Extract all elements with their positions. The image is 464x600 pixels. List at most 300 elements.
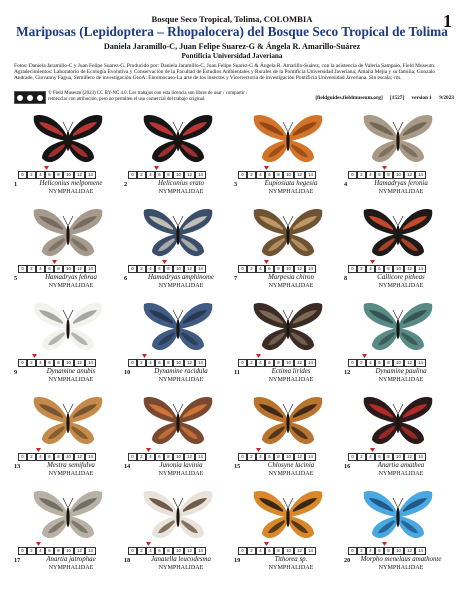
- species-name: Ectima lirides: [271, 368, 311, 375]
- species-name: Callicore pitheas: [377, 274, 425, 281]
- scale-tick-label: 12: [294, 359, 305, 367]
- scale-tick-label: 12: [74, 453, 85, 461]
- scale-tick-label: 2: [137, 453, 146, 461]
- scale-bar: [128, 453, 206, 461]
- scale-tick-label: 8: [164, 547, 173, 555]
- specimen-card: [14, 110, 122, 210]
- scale-bar: [348, 359, 426, 367]
- scale-tick-label: 14: [305, 265, 316, 273]
- scale-tick-label: 6: [45, 547, 54, 555]
- scale-tick-label: 8: [274, 453, 283, 461]
- scale-tick-label: 8: [384, 547, 393, 555]
- specimen-number: 5: [14, 275, 18, 282]
- scale-tick-label: 4: [256, 453, 265, 461]
- scale-tick-label: 0: [348, 359, 357, 367]
- butterfly-brown-striped-icon: [250, 204, 326, 262]
- scale-tick-label: 12: [404, 359, 415, 367]
- scale-tick-label: 4: [366, 359, 375, 367]
- butterfly-black-red-icon: [360, 392, 436, 450]
- specimen-card: [14, 298, 122, 398]
- butterfly-pale-gray-icon: [30, 486, 106, 544]
- page-number: 1: [443, 11, 452, 31]
- scale-tick-label: 0: [238, 453, 247, 461]
- scale-marker-icon: [256, 354, 261, 358]
- main-title: Mariposas (Lepidoptera – Rhopalocera) del Bosque Seco Tropical de Tolima: [16, 24, 448, 39]
- scale-tick-label: 10: [393, 359, 404, 367]
- scale-tick-label: 8: [54, 265, 63, 273]
- specimen-card: [124, 392, 232, 492]
- scale-tick-label: 12: [74, 547, 85, 555]
- location-title: Bosque Seco Tropical, Tolima, COLOMBIA: [151, 14, 313, 24]
- scale-tick-label: 6: [45, 171, 54, 179]
- scale-tick-label: 4: [146, 359, 155, 367]
- specimen-card: [344, 486, 452, 586]
- specimen-card: [234, 204, 342, 304]
- scale-marker-icon: [146, 542, 151, 546]
- scale-tick-label: 10: [63, 171, 74, 179]
- scale-tick-label: 10: [393, 547, 404, 555]
- scale-tick-label: 14: [195, 547, 206, 555]
- scale-tick-label: 6: [45, 453, 54, 461]
- family-name: NYMPHALIDAE: [378, 189, 424, 195]
- scale-tick-label: 8: [384, 171, 393, 179]
- butterfly-green-blue-icon: [360, 298, 436, 356]
- scale-tick-label: 6: [265, 453, 274, 461]
- scale-bar: [18, 453, 96, 461]
- species-name: Janatella leucodesma: [151, 556, 211, 563]
- scale-tick-label: 12: [184, 359, 195, 367]
- scale-tick-label: 2: [247, 171, 256, 179]
- scale-tick-label: 2: [137, 171, 146, 179]
- guide-meta: [309, 95, 454, 101]
- specimen-number: 4: [344, 181, 348, 188]
- scale-tick-label: 8: [54, 359, 63, 367]
- scale-tick-label: 12: [184, 453, 195, 461]
- scale-tick-label: 10: [173, 359, 184, 367]
- scale-bar: [128, 265, 206, 273]
- specimen-card: [234, 486, 342, 586]
- scale-tick-label: 0: [238, 359, 247, 367]
- butterfly-mottled-blue-icon: [140, 204, 216, 262]
- scale-tick-label: 12: [404, 265, 415, 273]
- scale-marker-icon: [370, 448, 375, 452]
- guide-date: 9/2023: [439, 95, 454, 101]
- scale-tick-label: 10: [283, 453, 294, 461]
- scale-tick-label: 14: [195, 453, 206, 461]
- butterfly-black-red-band-icon: [30, 110, 106, 168]
- butterfly-blue-dark-icon: [140, 298, 216, 356]
- scale-tick-label: 4: [146, 453, 155, 461]
- scale-tick-label: 4: [36, 453, 45, 461]
- scale-tick-label: 8: [164, 265, 173, 273]
- scale-bar: [128, 547, 206, 555]
- specimen-number: 8: [344, 275, 348, 282]
- authors: Daniela Jaramillo-C, Juan Felipe Suarez-G & Ángela R. Amarillo-Suárez: [103, 42, 361, 51]
- scale-tick-label: 2: [27, 265, 36, 273]
- scale-tick-label: 4: [366, 453, 375, 461]
- species-name: Anartia amathea: [377, 462, 425, 469]
- scale-bar: [128, 359, 206, 367]
- scale-tick-label: 0: [238, 265, 247, 273]
- species-name: Heliconius melpomene: [39, 180, 103, 187]
- scale-tick-label: 8: [54, 171, 63, 179]
- scale-tick-label: 8: [274, 359, 283, 367]
- family-name: NYMPHALIDAE: [48, 283, 94, 289]
- scale-tick-label: 0: [18, 453, 27, 461]
- scale-tick-label: 2: [27, 359, 36, 367]
- scale-tick-label: 14: [305, 453, 316, 461]
- scale-tick-label: 14: [85, 265, 96, 273]
- scale-bar: [238, 265, 316, 273]
- scale-tick-label: 4: [256, 547, 265, 555]
- specimen-number: 6: [124, 275, 128, 282]
- specimen-number: 15: [234, 463, 241, 470]
- species-name: Marpesia chiron: [268, 274, 314, 281]
- butterfly-mottled-gray-icon: [30, 204, 106, 262]
- scale-tick-label: 2: [247, 453, 256, 461]
- specimen-card: [124, 298, 232, 398]
- butterfly-orange-black-icon: [250, 392, 326, 450]
- species-name: Hamadryas feronia: [374, 180, 428, 187]
- scale-bar: [238, 453, 316, 461]
- scale-tick-label: 12: [184, 171, 195, 179]
- specimen-card: [124, 486, 232, 586]
- scale-bar: [348, 547, 426, 555]
- scale-bar: [348, 171, 426, 179]
- butterfly-dark-brown-icon: [250, 298, 326, 356]
- species-name: Heliconius erato: [157, 180, 205, 187]
- specimen-number: 9: [14, 369, 18, 376]
- scale-marker-icon: [32, 354, 37, 358]
- scale-marker-icon: [44, 166, 49, 170]
- scale-tick-label: 8: [274, 171, 283, 179]
- scale-marker-icon: [52, 260, 57, 264]
- scale-bar: [18, 359, 96, 367]
- scale-marker-icon: [264, 166, 269, 170]
- specimen-number: 17: [14, 557, 21, 564]
- scale-tick-label: 0: [128, 453, 137, 461]
- scale-tick-label: 6: [375, 547, 384, 555]
- specimen-number: 10: [124, 369, 131, 376]
- family-name: NYMPHALIDAE: [378, 565, 424, 571]
- scale-bar: [348, 453, 426, 461]
- species-name: Chlosyne lacinia: [267, 462, 315, 469]
- specimen-number: 13: [14, 463, 21, 470]
- scale-tick-label: 10: [393, 265, 404, 273]
- scale-bar: [238, 547, 316, 555]
- scale-tick-label: 2: [357, 265, 366, 273]
- scale-marker-icon: [256, 448, 261, 452]
- guide-version: version 1: [411, 95, 432, 101]
- scale-tick-label: 6: [45, 359, 54, 367]
- scale-tick-label: 10: [283, 547, 294, 555]
- scale-bar: [18, 547, 96, 555]
- scale-marker-icon: [36, 448, 41, 452]
- scale-tick-label: 0: [238, 547, 247, 555]
- butterfly-brown-eyespots-icon: [140, 392, 216, 450]
- specimen-card: [344, 204, 452, 304]
- scale-marker-icon: [362, 354, 367, 358]
- specimen-card: [234, 298, 342, 398]
- family-name: NYMPHALIDAE: [268, 189, 314, 195]
- species-name: Mestra semifulva: [47, 462, 95, 469]
- specimen-card: [14, 392, 122, 492]
- license-row: [14, 91, 454, 109]
- family-name: NYMPHALIDAE: [158, 565, 204, 571]
- scale-tick-label: 8: [164, 171, 173, 179]
- scale-tick-label: 14: [415, 453, 426, 461]
- scale-marker-icon: [382, 542, 387, 546]
- family-name: NYMPHALIDAE: [158, 377, 204, 383]
- family-name: NYMPHALIDAE: [48, 565, 94, 571]
- butterfly-orange-brown-icon: [30, 392, 106, 450]
- scale-tick-label: 6: [265, 359, 274, 367]
- scale-tick-label: 12: [74, 171, 85, 179]
- scale-tick-label: 10: [63, 547, 74, 555]
- butterfly-white-brown-icon: [140, 486, 216, 544]
- scale-tick-label: 10: [283, 171, 294, 179]
- scale-tick-label: 4: [256, 359, 265, 367]
- specimen-number: 18: [124, 557, 131, 564]
- scale-marker-icon: [154, 166, 159, 170]
- scale-tick-label: 0: [238, 171, 247, 179]
- scale-tick-label: 0: [128, 359, 137, 367]
- scale-tick-label: 12: [184, 547, 195, 555]
- scale-tick-label: 2: [27, 453, 36, 461]
- scale-tick-label: 0: [128, 171, 137, 179]
- scale-tick-label: 0: [18, 359, 27, 367]
- university: Pontificia Universidad Javeriana: [181, 52, 283, 60]
- scale-tick-label: 14: [415, 265, 426, 273]
- scale-tick-label: 12: [294, 171, 305, 179]
- specimen-number: 12: [344, 369, 351, 376]
- scale-tick-label: 10: [63, 265, 74, 273]
- scale-tick-label: 14: [85, 547, 96, 555]
- butterfly-iridescent-blue-icon: [360, 486, 436, 544]
- scale-tick-label: 6: [375, 265, 384, 273]
- scale-tick-label: 2: [357, 453, 366, 461]
- scale-tick-label: 14: [85, 359, 96, 367]
- scale-tick-label: 2: [247, 547, 256, 555]
- scale-tick-label: 14: [195, 171, 206, 179]
- family-name: NYMPHALIDAE: [268, 565, 314, 571]
- specimen-number: 14: [124, 463, 131, 470]
- scale-tick-label: 2: [137, 547, 146, 555]
- scale-tick-label: 6: [155, 547, 164, 555]
- scale-marker-icon: [142, 354, 147, 358]
- family-name: NYMPHALIDAE: [158, 283, 204, 289]
- species-name: Anartia jatrophae: [46, 556, 96, 563]
- family-name: NYMPHALIDAE: [378, 471, 424, 477]
- scale-tick-label: 12: [74, 265, 85, 273]
- scale-tick-label: 12: [404, 453, 415, 461]
- scale-tick-label: 14: [415, 171, 426, 179]
- scale-tick-label: 4: [256, 265, 265, 273]
- family-name: NYMPHALIDAE: [268, 283, 314, 289]
- cc-license-icon: [14, 91, 46, 104]
- scale-tick-label: 6: [375, 453, 384, 461]
- scale-tick-label: 2: [357, 547, 366, 555]
- scale-tick-label: 4: [366, 171, 375, 179]
- scale-tick-label: 4: [146, 547, 155, 555]
- scale-tick-label: 10: [283, 265, 294, 273]
- scale-tick-label: 0: [348, 171, 357, 179]
- scale-tick-label: 2: [27, 171, 36, 179]
- scale-bar: [18, 171, 96, 179]
- specimen-card: [234, 392, 342, 492]
- scale-tick-label: 8: [54, 547, 63, 555]
- family-name: NYMPHALIDAE: [48, 471, 94, 477]
- specimen-card: [344, 392, 452, 492]
- scale-tick-label: 0: [128, 547, 137, 555]
- scale-marker-icon: [146, 448, 151, 452]
- specimen-card: [14, 486, 122, 586]
- scale-tick-label: 0: [348, 265, 357, 273]
- scale-tick-label: 4: [36, 547, 45, 555]
- species-name: Dynamine paulina: [375, 368, 427, 375]
- scale-marker-icon: [370, 260, 375, 264]
- scale-tick-label: 10: [393, 171, 404, 179]
- scale-tick-label: 14: [195, 359, 206, 367]
- scale-tick-label: 0: [18, 547, 27, 555]
- scale-tick-label: 6: [375, 359, 384, 367]
- butterfly-orange-black-tiger-icon: [250, 486, 326, 544]
- scale-tick-label: 2: [137, 265, 146, 273]
- scale-tick-label: 4: [366, 547, 375, 555]
- butterfly-mottled-gray-icon: [360, 110, 436, 168]
- scale-tick-label: 2: [137, 359, 146, 367]
- family-name: NYMPHALIDAE: [268, 471, 314, 477]
- scale-tick-label: 14: [305, 171, 316, 179]
- species-name: Junonia lavinia: [159, 462, 203, 469]
- scale-tick-label: 4: [36, 265, 45, 273]
- specimen-card: [14, 204, 122, 304]
- scale-bar: [128, 171, 206, 179]
- scale-tick-label: 8: [384, 359, 393, 367]
- scale-tick-label: 4: [36, 171, 45, 179]
- scale-tick-label: 12: [294, 265, 305, 273]
- scale-tick-label: 8: [164, 359, 173, 367]
- specimen-card: [344, 110, 452, 210]
- scale-tick-label: 4: [36, 359, 45, 367]
- scale-tick-label: 12: [404, 171, 415, 179]
- scale-tick-label: 0: [348, 453, 357, 461]
- guide-url[interactable]: [fieldguides.fieldmuseum.org]: [315, 95, 383, 101]
- scale-tick-label: 6: [155, 171, 164, 179]
- scale-tick-label: 2: [357, 171, 366, 179]
- scale-tick-label: 10: [393, 453, 404, 461]
- scale-tick-label: 14: [305, 547, 316, 555]
- scale-tick-label: 10: [173, 453, 184, 461]
- scale-tick-label: 6: [265, 547, 274, 555]
- license-text: © Field Museum (2023) CC BY-NC 4.0. Los trabajos con esta licencia son libres de usar / compartir / remezclar con atribución, pero no permiten el uso comercial del trabajo original.: [48, 91, 248, 102]
- family-name: NYMPHALIDAE: [158, 471, 204, 477]
- scale-tick-label: 6: [155, 265, 164, 273]
- specimen-number: 2: [124, 181, 128, 188]
- specimen-number: 3: [234, 181, 238, 188]
- species-name: Tithorea sp.: [274, 556, 308, 563]
- scale-tick-label: 4: [256, 171, 265, 179]
- scale-tick-label: 12: [74, 359, 85, 367]
- scale-tick-label: 8: [384, 453, 393, 461]
- scale-tick-label: 10: [173, 547, 184, 555]
- scale-tick-label: 14: [305, 359, 316, 367]
- scale-tick-label: 0: [18, 171, 27, 179]
- specimen-card: [124, 204, 232, 304]
- family-name: NYMPHALIDAE: [48, 377, 94, 383]
- species-name: Morpho menelaus amathonte: [360, 556, 442, 563]
- scale-tick-label: 2: [27, 547, 36, 555]
- scale-tick-label: 6: [375, 171, 384, 179]
- scale-marker-icon: [264, 542, 269, 546]
- butterfly-orange-icon: [250, 110, 326, 168]
- scale-tick-label: 2: [357, 359, 366, 367]
- scale-tick-label: 14: [195, 265, 206, 273]
- scale-tick-label: 6: [155, 453, 164, 461]
- credits-text: Fotos: Daniela Jaramillo-C y Juan Felipe Suarez-G. Producido por: Daniela Jaramillo-C, Juan Felipe Suarez-G & Ángela R. Amarillo-Suárez, con la asistencia de Valeria Sampaio, Field Museum. Agradecimientos: Laboratorio de Ecología Evolutiva y Conservación de la Facultad de Estudios Ambientales y Rurales de la Pontificia Universidad Javeriana; Amalia Mejía y su familia; Gonzalo Andrade, Giovanny Fagua, Semillero de investigación GeoA: Entomocaso-La arte de los insectos y Vicerrectoría de investigación Pontificia Universidad Javeriana. Sin escala; cm.: [14, 63, 436, 82]
- scale-tick-label: 2: [247, 359, 256, 367]
- scale-tick-label: 0: [348, 547, 357, 555]
- scale-tick-label: 6: [265, 265, 274, 273]
- scale-tick-label: 12: [184, 265, 195, 273]
- scale-tick-label: 12: [294, 547, 305, 555]
- species-name: Dynamine racidula: [154, 368, 208, 375]
- species-name: Hamadryas februa: [45, 274, 97, 281]
- scale-tick-label: 6: [45, 265, 54, 273]
- scale-tick-label: 14: [415, 547, 426, 555]
- family-name: NYMPHALIDAE: [268, 377, 314, 383]
- specimen-number: 20: [344, 557, 351, 564]
- scale-tick-label: 4: [366, 265, 375, 273]
- scale-tick-label: 10: [173, 265, 184, 273]
- scale-tick-label: 0: [128, 265, 137, 273]
- specimen-card: [124, 110, 232, 210]
- specimen-card: [344, 298, 452, 398]
- scale-bar: [18, 265, 96, 273]
- butterfly-white-icon: [30, 298, 106, 356]
- specimen-number: 7: [234, 275, 238, 282]
- scale-tick-label: 8: [274, 265, 283, 273]
- scale-tick-label: 14: [85, 453, 96, 461]
- scale-tick-label: 10: [63, 359, 74, 367]
- scale-tick-label: 4: [146, 265, 155, 273]
- scale-tick-label: 10: [173, 171, 184, 179]
- scale-tick-label: 8: [384, 265, 393, 273]
- scale-tick-label: 2: [247, 265, 256, 273]
- scale-tick-label: 14: [85, 171, 96, 179]
- scale-tick-label: 14: [415, 359, 426, 367]
- scale-marker-icon: [264, 260, 269, 264]
- specimen-number: 11: [234, 369, 240, 376]
- scale-bar: [348, 265, 426, 273]
- scale-marker-icon: [382, 166, 387, 170]
- scale-tick-label: 12: [404, 547, 415, 555]
- family-name: NYMPHALIDAE: [158, 189, 204, 195]
- scale-tick-label: 8: [164, 453, 173, 461]
- specimen-number: 1: [14, 181, 18, 188]
- butterfly-black-red-band-icon: [360, 204, 436, 262]
- scale-bar: [238, 359, 316, 367]
- scale-tick-label: 6: [155, 359, 164, 367]
- family-name: NYMPHALIDAE: [48, 189, 94, 195]
- specimen-card: [234, 110, 342, 210]
- scale-tick-label: 6: [265, 171, 274, 179]
- specimen-number: 19: [234, 557, 241, 564]
- butterfly-black-red-band-icon: [140, 110, 216, 168]
- scale-tick-label: 4: [146, 171, 155, 179]
- scale-tick-label: 0: [18, 265, 27, 273]
- guide-id: [1527]: [390, 95, 405, 101]
